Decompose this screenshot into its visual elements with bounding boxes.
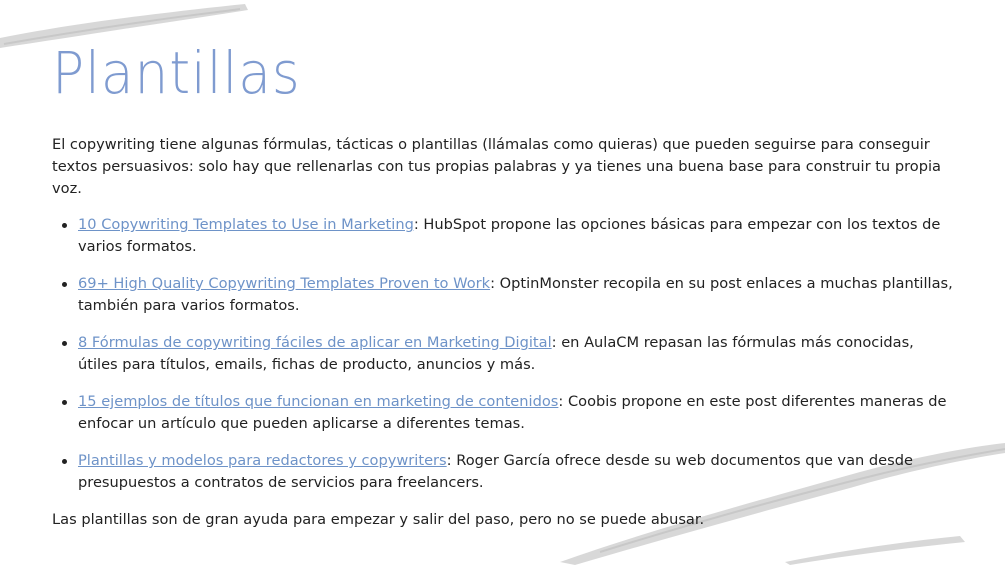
list-item [78, 332, 957, 376]
resource-description: : OptinMonster recopila en su post enlaces a muchas plantillas, también para varios formatos. [78, 275, 953, 314]
resource-description: : en AulaCM repasan las fórmulas más conocidas, útiles para títulos, emails, fichas de producto, anuncios y más. [78, 334, 914, 373]
slide-title: Plantillas [52, 39, 301, 107]
intro-paragraph: El copywriting tiene algunas fórmulas, tácticas o plantillas (llámalas como quieras) que pueden seguirse para conseguir textos persuasivos: solo hay que rellenarlas con tus propias palabras y ya tienes una buena base para construir tu propia voz. [52, 136, 941, 197]
resource-link[interactable]: 10 Copywriting Templates to Use in Marketing [78, 216, 414, 233]
resource-list [52, 214, 957, 494]
resource-link[interactable]: 8 Fórmulas de copywriting fáciles de aplicar en Marketing Digital [78, 334, 552, 351]
list-item [78, 273, 957, 317]
list-item [78, 391, 957, 435]
resource-link[interactable]: Plantillas y modelos para redactores y copywriters [78, 452, 447, 469]
brush-stroke-bottom-right-small [785, 536, 965, 565]
resource-link[interactable]: 69+ High Quality Copywriting Templates Proven to Work [78, 275, 491, 292]
closing-paragraph: Las plantillas son de gran ayuda para empezar y salir del paso, pero no se puede abusar. [52, 511, 705, 528]
resource-description: : HubSpot propone las opciones básicas para empezar con los textos de varios formatos. [78, 216, 941, 255]
resource-description: : Coobis propone en este post diferentes maneras de enfocar un artículo que pueden aplicarse a diferentes temas. [78, 393, 947, 432]
list-item [78, 214, 957, 258]
list-item [78, 450, 957, 494]
resource-link[interactable]: 15 ejemplos de títulos que funcionan en marketing de contenidos [78, 393, 559, 410]
resource-description: : Roger García ofrece desde su web documentos que van desde presupuestos a contratos de servicios para freelancers. [78, 452, 913, 491]
slide-body [52, 134, 957, 531]
